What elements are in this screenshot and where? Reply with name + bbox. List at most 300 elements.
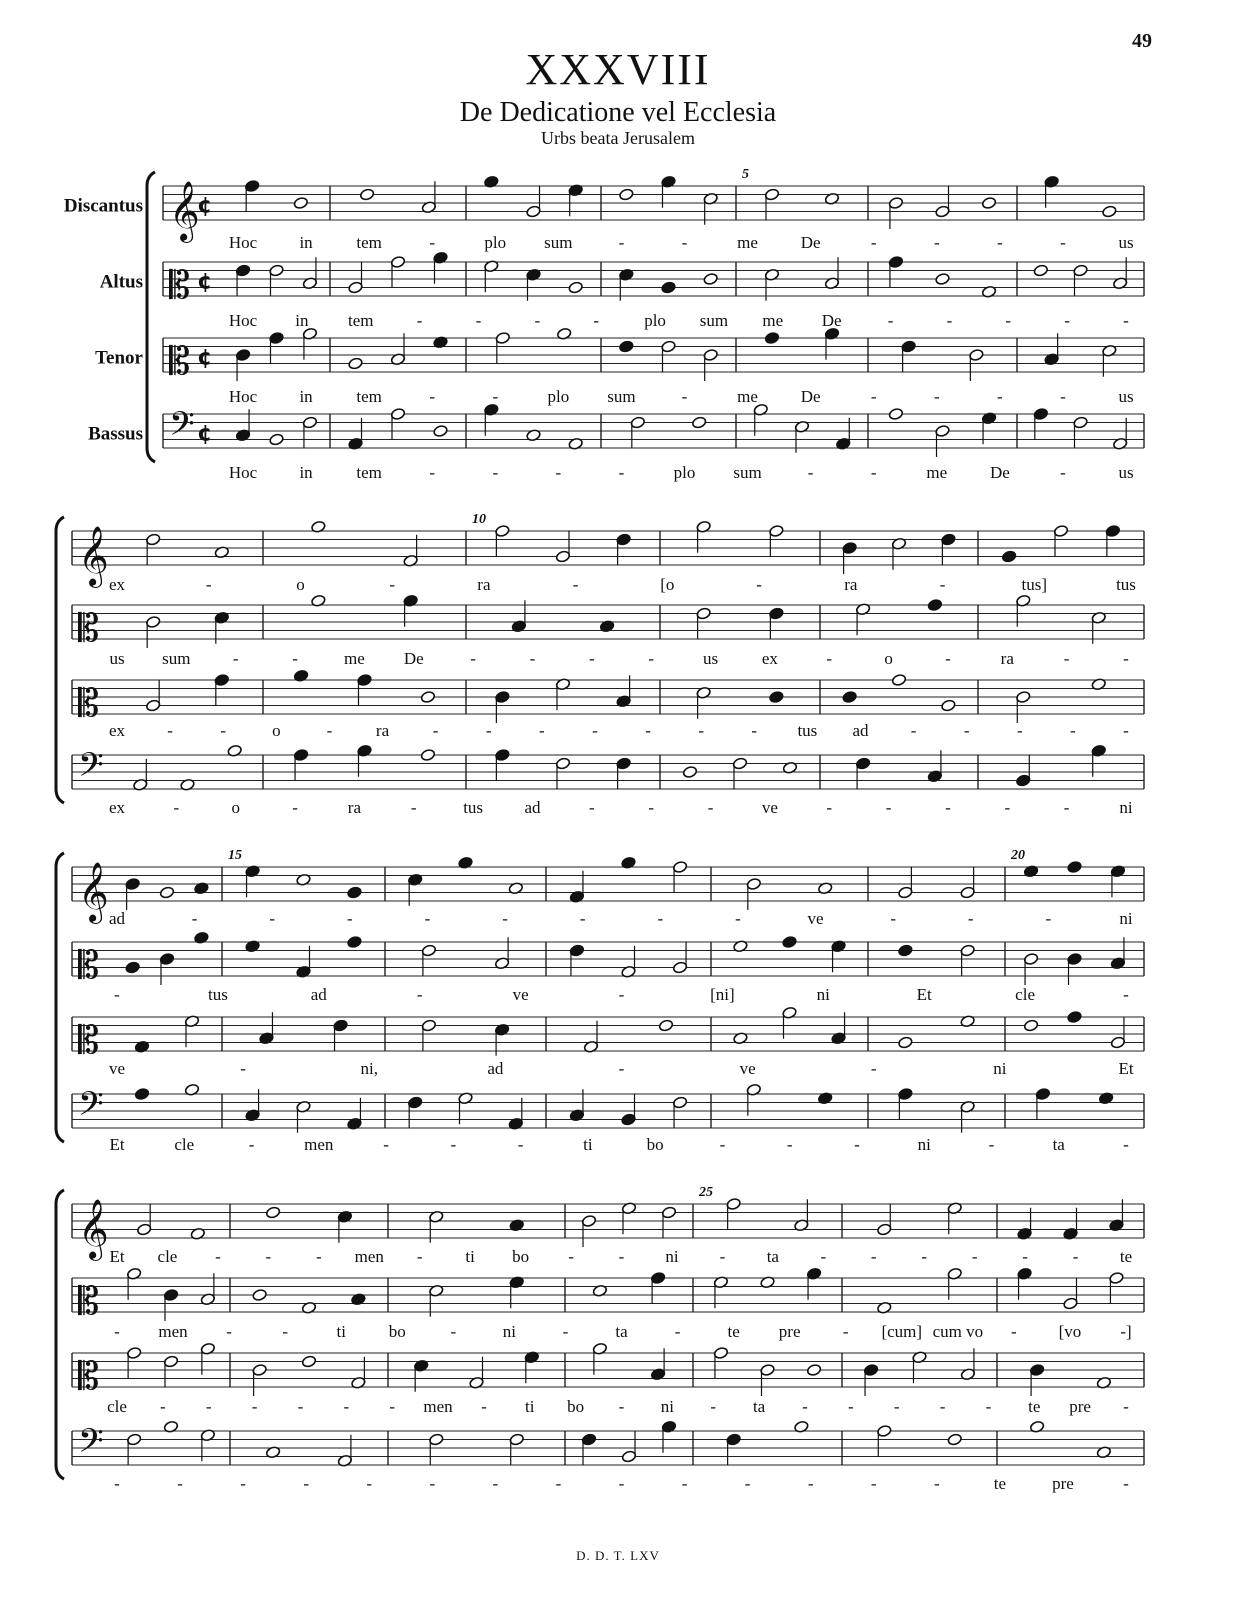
lyric-syllable: o — [231, 798, 240, 817]
lyric-syllable: - — [592, 721, 598, 740]
lyric-syllable: - — [887, 311, 894, 330]
lyric-syllable: - — [1123, 985, 1129, 1004]
lyric-syllable: - — [921, 1247, 928, 1266]
piece-subtitle: De Dedicatione vel Ecclesia — [459, 97, 777, 128]
staff-tenor — [72, 669, 1144, 725]
page-number: 49 — [1132, 30, 1152, 52]
note-head — [269, 331, 284, 344]
lyric-syllable: o — [272, 721, 281, 740]
lyric-syllable: tus — [463, 798, 484, 817]
lyric-syllable: - — [802, 1397, 808, 1416]
lyric-syllable: ni — [917, 1135, 931, 1154]
voice-label-bassus: Bassus — [88, 423, 143, 445]
lyric-syllable: [cum] — [881, 1322, 923, 1341]
lyric-syllable: - — [416, 311, 423, 330]
lyric-syllable: sum — [162, 649, 191, 668]
system-bracket — [56, 517, 64, 803]
lyric-syllable: - — [1070, 721, 1076, 740]
note-head — [269, 433, 284, 446]
lyric-syllable: - — [870, 1059, 877, 1078]
lyric-syllable: - — [579, 909, 586, 928]
lyric-syllable: De — [800, 233, 821, 252]
hymn-incipit: Urbs beata Jerusalem — [541, 128, 695, 148]
lyric-syllable: ti — [465, 1247, 475, 1266]
lyric-syllable: pre — [1069, 1397, 1091, 1416]
note-head — [568, 281, 583, 294]
lyric-syllable: - — [933, 1474, 940, 1493]
lyric-syllable: tem — [356, 387, 382, 406]
lyrics-bassus — [114, 1474, 1129, 1493]
note-head — [1102, 205, 1117, 218]
note-head — [782, 935, 797, 948]
note-head — [1067, 860, 1082, 873]
lyric-syllable: tus — [207, 985, 228, 1004]
note-head — [1033, 407, 1048, 420]
lyric-syllable: - — [933, 233, 940, 252]
lyric-syllable: Hoc — [228, 233, 258, 252]
note-head — [1023, 952, 1038, 965]
lyric-syllable: - — [719, 1135, 726, 1154]
note-head — [981, 196, 996, 209]
lyric-syllable: men — [304, 1135, 334, 1154]
lyric-syllable: [ni] — [710, 985, 735, 1004]
note-head — [1016, 690, 1031, 703]
lyric-syllable: plo — [673, 463, 696, 482]
note-head — [769, 690, 784, 703]
c-clef-icon: 𝄡 — [78, 943, 100, 987]
lyric-syllable: - — [572, 575, 579, 594]
lyric-syllable: [o — [660, 575, 675, 594]
lyric-syllable: - — [847, 1397, 854, 1416]
c-clef-icon: 𝄡 — [78, 1018, 100, 1062]
lyric-syllable: - — [698, 721, 704, 740]
lyric-syllable: - — [232, 649, 239, 668]
note-head — [941, 533, 956, 546]
note-head — [1073, 416, 1088, 429]
lyric-syllable: - — [786, 1135, 793, 1154]
lyric-syllable: - — [618, 985, 625, 1004]
lyric-syllable: - — [985, 1397, 992, 1416]
lyric-syllable: ta — [752, 1397, 766, 1416]
lyric-syllable: ni — [502, 1322, 517, 1341]
lyric-syllable: sum — [544, 233, 573, 252]
lyric-syllable: - — [292, 649, 298, 668]
lyric-syllable: - — [870, 1474, 877, 1493]
note-head — [842, 541, 857, 554]
lyric-syllable: - — [807, 463, 814, 482]
note-head — [1001, 550, 1016, 563]
lyric-syllable: - — [933, 387, 940, 406]
lyrics-bassus — [229, 463, 1134, 482]
lyric-syllable: Hoc — [228, 463, 258, 482]
lyric-syllable: in — [299, 463, 313, 482]
lyric-syllable: ta — [615, 1322, 628, 1341]
lyrics-altus — [229, 311, 1129, 330]
lyric-syllable: ve — [739, 1059, 756, 1078]
note-head — [1033, 264, 1048, 277]
lyrics-altus — [109, 649, 1129, 668]
lyric-syllable: - — [963, 721, 970, 740]
lyric-syllable: - — [1072, 1247, 1079, 1266]
note-head — [137, 1223, 152, 1236]
measure-number: 5 — [742, 167, 749, 182]
note-head — [732, 757, 747, 770]
note-head — [146, 699, 161, 712]
lyric-syllable: - — [167, 721, 173, 740]
lyric-syllable: cle — [107, 1397, 127, 1416]
note-head — [421, 1019, 436, 1032]
staff-bassus — [72, 1083, 1144, 1133]
lyric-syllable: - — [1123, 721, 1129, 740]
lyric-syllable: in — [299, 387, 313, 406]
lyric-syllable: ad — [108, 909, 126, 928]
lyric-syllable: Et — [916, 985, 932, 1004]
lyric-syllable: - — [205, 575, 212, 594]
lyric-syllable: us — [1118, 233, 1134, 252]
lyric-syllable: ni — [993, 1059, 1007, 1078]
lyric-syllable: - — [534, 311, 541, 330]
lyric-syllable: pre — [1052, 1474, 1074, 1493]
note-head — [661, 1206, 676, 1219]
lyric-syllable: ad — [310, 985, 327, 1004]
lyric-syllable: - — [215, 1247, 221, 1266]
staff-altus — [163, 251, 1144, 307]
staff-altus — [72, 1267, 1144, 1323]
measure-number: 20 — [1011, 848, 1025, 863]
bass-clef-icon: 𝄢 — [78, 1085, 104, 1132]
note-head — [348, 281, 363, 294]
lyric-syllable: men — [158, 1322, 188, 1341]
note-head — [1105, 524, 1120, 537]
note-head — [877, 1424, 892, 1437]
note-head — [863, 1363, 878, 1376]
lyric-syllable: - — [593, 311, 600, 330]
staff-bassus — [72, 744, 1144, 792]
note-head — [1073, 264, 1088, 277]
lyric-syllable: - — [1004, 798, 1011, 817]
lyrics-discantus — [109, 1247, 1132, 1266]
cut-time-icon: ¢ — [197, 193, 213, 219]
lyric-syllable: - — [939, 1397, 946, 1416]
note-head — [760, 1363, 775, 1376]
note-head — [672, 860, 687, 873]
lyric-syllable: - — [939, 575, 946, 594]
note-head — [163, 1288, 178, 1301]
c-clef-icon: 𝄡 — [78, 1354, 100, 1398]
lyric-syllable: ni — [1119, 798, 1133, 817]
note-head — [348, 357, 363, 370]
lyric-syllable: - — [429, 463, 436, 482]
lyrics-discantus — [109, 575, 1136, 594]
treble-clef-icon: 𝄞 — [78, 862, 109, 922]
lyric-syllable: - — [1064, 311, 1070, 330]
lyric-syllable: me — [737, 387, 758, 406]
lyric-syllable: - — [756, 575, 762, 594]
note-head — [146, 533, 161, 546]
lyric-syllable: - — [416, 1247, 423, 1266]
lyrics-bassus — [109, 798, 1133, 817]
lyric-syllable: - — [870, 233, 877, 252]
lyric-syllable: plo — [644, 311, 666, 330]
note-head — [769, 524, 784, 537]
lyric-syllable: tus — [1116, 575, 1136, 594]
note-head — [265, 1206, 280, 1219]
lyric-syllable: - — [645, 721, 651, 740]
note-head — [245, 179, 260, 192]
lyric-syllable: - — [826, 798, 833, 817]
lyrics-tenor — [109, 1059, 1134, 1078]
note-head — [333, 1019, 348, 1032]
lyric-syllable: - — [1123, 649, 1129, 668]
lyric-syllable: Et — [109, 1135, 125, 1154]
note-head — [390, 407, 405, 420]
lyric-syllable: - — [1005, 311, 1012, 330]
lyric-syllable: ni — [660, 1397, 674, 1416]
lyric-syllable: - — [657, 909, 664, 928]
note-head — [703, 272, 718, 285]
c-clef-icon: 𝄡 — [169, 339, 191, 383]
lyric-syllable: - — [297, 1397, 304, 1416]
note-head — [1035, 1087, 1050, 1100]
lyric-syllable: - — [997, 233, 1003, 252]
note-head — [1110, 1036, 1125, 1049]
lyric-syllable: - — [269, 909, 276, 928]
note-head — [969, 348, 984, 361]
system-bracket — [56, 853, 64, 1142]
lyric-syllable: cle — [1015, 985, 1036, 1004]
lyric-syllable: - — [870, 463, 877, 482]
lyric-syllable: ex — [108, 575, 126, 594]
lyric-syllable: - — [1060, 463, 1066, 482]
note-head — [526, 205, 541, 218]
lyric-syllable: - — [1123, 1474, 1129, 1493]
note-head — [433, 424, 448, 437]
lyric-syllable: - — [674, 1322, 681, 1341]
system-bracket — [56, 1190, 64, 1479]
lyric-syllable: - — [1123, 311, 1129, 330]
lyric-syllable: - — [618, 1474, 625, 1493]
note-head — [692, 416, 707, 429]
lyric-syllable: ra — [477, 575, 491, 594]
lyric-syllable: - — [502, 909, 508, 928]
lyric-syllable: - — [429, 233, 436, 252]
note-head — [1067, 1010, 1082, 1023]
lyric-syllable: plo — [547, 387, 570, 406]
lyric-syllable: - — [568, 1247, 574, 1266]
lyric-syllable: Hoc — [228, 387, 258, 406]
note-head — [621, 1113, 636, 1126]
lyric-syllable: - — [383, 1135, 389, 1154]
note-head — [235, 264, 250, 277]
lyric-syllable: - — [870, 1247, 877, 1266]
lyric-syllable: - — [191, 909, 198, 928]
note-head — [1067, 952, 1082, 965]
cut-time-icon: ¢ — [197, 421, 213, 447]
lyric-syllable: - — [681, 233, 688, 252]
note-head — [293, 748, 308, 761]
lyric-syllable: me — [737, 233, 758, 252]
note-head — [159, 952, 174, 965]
note-head — [616, 533, 631, 546]
lyric-syllable: - — [618, 233, 625, 252]
note-head — [901, 340, 916, 353]
lyric-syllable: - — [945, 649, 951, 668]
lyric-syllable: bo — [567, 1397, 585, 1416]
note-head — [726, 1433, 741, 1446]
note-head — [842, 690, 857, 703]
lyric-syllable: - — [1063, 798, 1070, 817]
lyric-syllable: - — [562, 1322, 569, 1341]
lyric-syllable: - — [1060, 233, 1066, 252]
lyric-syllable: - — [282, 1322, 289, 1341]
staff-discantus — [72, 1197, 1144, 1261]
note-head — [1053, 524, 1068, 537]
note-head — [898, 1087, 913, 1100]
lyric-syllable: - — [410, 798, 417, 817]
note-head — [1016, 774, 1031, 787]
lyric-syllable: - — [326, 721, 333, 740]
note-head — [581, 1433, 596, 1446]
lyric-syllable: - — [492, 387, 499, 406]
lyric-syllable: me — [762, 311, 784, 330]
lyric-syllable: - — [416, 985, 423, 1004]
note-head — [619, 340, 634, 353]
note-head — [935, 272, 950, 285]
lyric-syllable: De — [821, 311, 842, 330]
lyric-syllable: - — [945, 798, 951, 817]
note-head — [495, 690, 510, 703]
note-head — [713, 1346, 728, 1359]
lyric-syllable: - — [648, 649, 655, 668]
lyrics-tenor — [107, 1397, 1129, 1416]
lyric-syllable: - — [1060, 387, 1066, 406]
lyric-syllable: te — [1028, 1397, 1041, 1416]
lyric-syllable: bo — [646, 1135, 664, 1154]
lyric-syllable: - — [735, 909, 741, 928]
note-head — [347, 886, 362, 899]
lyric-syllable: - — [303, 1474, 310, 1493]
note-head — [888, 407, 903, 420]
lyric-syllable: - — [424, 909, 431, 928]
lyric-syllable: - — [450, 1322, 457, 1341]
lyric-syllable: - — [870, 387, 877, 406]
lyric-syllable: tus] — [1021, 575, 1048, 594]
lyric-syllable: - — [854, 1135, 860, 1154]
c-clef-icon: 𝄡 — [78, 606, 100, 650]
note-head — [581, 1214, 596, 1227]
lyric-syllable: ti — [525, 1397, 535, 1416]
note-head — [347, 935, 362, 948]
note-head — [619, 188, 634, 201]
note-head — [661, 281, 676, 294]
lyric-syllable: ex — [108, 798, 126, 817]
lyric-syllable: - — [893, 1397, 900, 1416]
system-4 — [56, 1190, 1144, 1493]
note-head — [658, 1019, 673, 1032]
lyric-syllable: - — [114, 1322, 120, 1341]
lyric-syllable: - — [555, 1474, 562, 1493]
lyric-syllable: ni — [1119, 909, 1133, 928]
lyric-syllable: o — [296, 575, 305, 594]
note-head — [650, 1271, 665, 1284]
note-head — [888, 255, 903, 268]
system-1 — [64, 172, 1144, 482]
lyric-syllable: us — [702, 649, 719, 668]
lyric-syllable: - — [389, 575, 396, 594]
lyric-syllable: ve — [807, 909, 824, 928]
lyric-syllable: - — [432, 721, 439, 740]
staff-bassus — [163, 403, 1144, 457]
note-head — [1063, 1297, 1078, 1310]
lyric-syllable: us — [109, 649, 125, 668]
note-head — [764, 188, 779, 201]
note-head — [898, 886, 913, 899]
note-head — [134, 1087, 149, 1100]
lyric-syllable: - — [539, 721, 545, 740]
lyric-syllable: - — [681, 1474, 688, 1493]
lyric-syllable: - — [618, 1247, 625, 1266]
bass-clef-icon: 𝄢 — [78, 746, 104, 793]
lyric-syllable: men — [423, 1397, 453, 1416]
lyric-syllable: tem — [356, 233, 382, 252]
lyric-syllable: - — [470, 649, 476, 668]
system-3 — [56, 853, 1144, 1154]
lyric-syllable: ra — [1000, 649, 1014, 668]
lyric-syllable: - — [885, 798, 892, 817]
note-head — [672, 961, 687, 974]
lyric-syllable: - — [529, 649, 536, 668]
lyric-syllable: - — [707, 798, 714, 817]
lyric-syllable: Hoc — [228, 311, 258, 330]
lyric-syllable: - — [1123, 1135, 1129, 1154]
lyric-syllable: - — [240, 1474, 246, 1493]
lyric-syllable: De — [989, 463, 1010, 482]
lyric-syllable: - — [450, 1135, 457, 1154]
lyric-syllable: - — [618, 1397, 625, 1416]
note-head — [960, 944, 975, 957]
note-head — [764, 331, 779, 344]
lyric-syllable: in — [295, 311, 309, 330]
lyric-syllable: bo — [512, 1247, 530, 1266]
lyric-syllable: ve — [108, 1059, 126, 1078]
staff-altus — [72, 931, 1144, 987]
note-head — [927, 598, 942, 611]
lyric-syllable: ad — [487, 1059, 504, 1078]
lyric-syllable: - — [588, 649, 595, 668]
note-head — [252, 1288, 267, 1301]
note-head — [696, 607, 711, 620]
note-head — [621, 1450, 636, 1463]
note-head — [126, 1346, 141, 1359]
note-head — [703, 348, 718, 361]
lyric-syllable: - — [988, 1135, 995, 1154]
note-head — [214, 673, 229, 686]
lyric-syllable: ad — [852, 721, 869, 740]
note-head — [661, 340, 676, 353]
note-head — [420, 690, 435, 703]
lyric-syllable: - — [648, 798, 655, 817]
lyric-syllable: pre — [778, 1322, 801, 1341]
note-head — [935, 424, 950, 437]
note-head — [672, 1096, 687, 1109]
lyric-syllable: - — [492, 1474, 499, 1493]
lyric-syllable: ad — [524, 798, 541, 817]
lyric-syllable: - — [366, 1474, 373, 1493]
lyric-syllable: - — [389, 1397, 396, 1416]
lyric-syllable: ti — [336, 1322, 346, 1341]
note-head — [159, 886, 174, 899]
lyric-syllable: me — [926, 463, 948, 482]
